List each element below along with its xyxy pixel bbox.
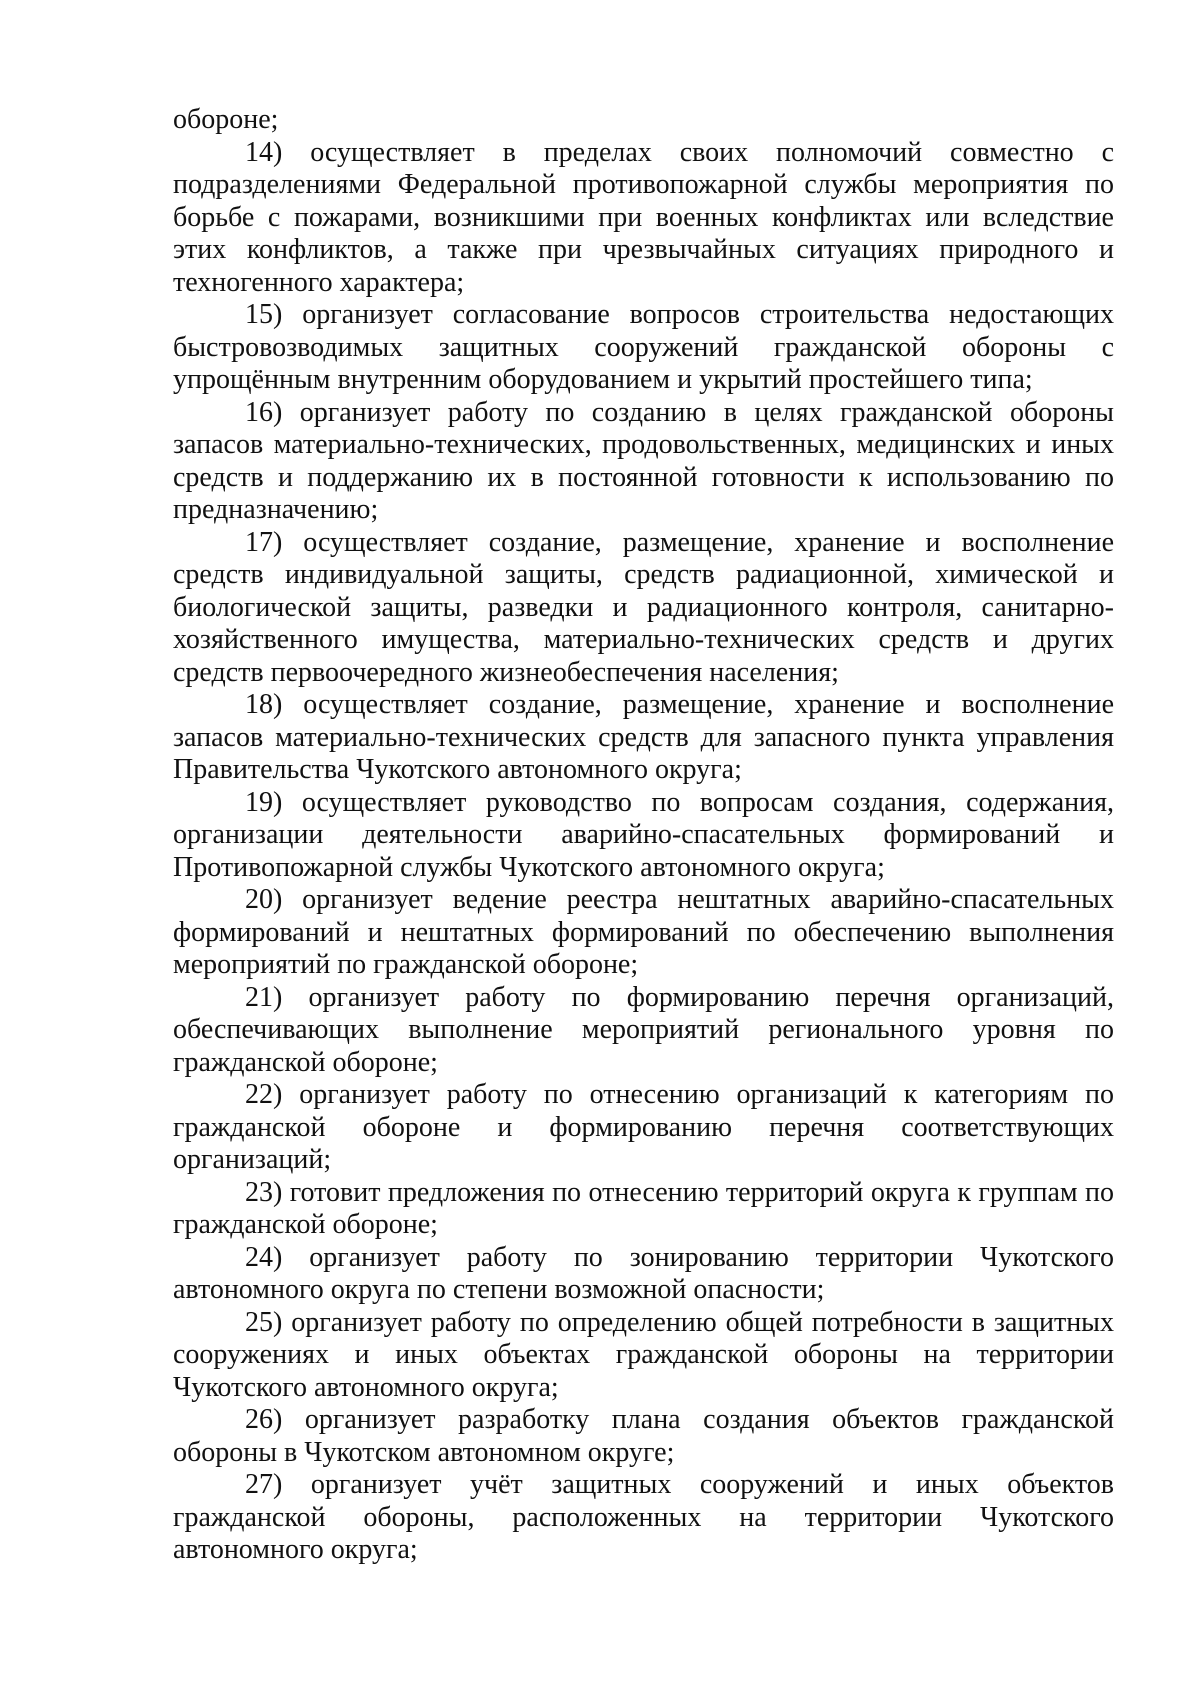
paragraph-item-22: 22) организует работу по отнесению организаций к категориям по гражданской обороне и формированию перечня соответствующих организаций; <box>173 1079 1114 1175</box>
paragraph-item-14: 14) осуществляет в пределах своих полномочий совместно с подразделениями Федеральной противопожарной службы мероприятия по борьбе с пожарами, возникшими при военных конфликтах или вследствие этих конфликтов, а также при чрезвычайных ситуациях природного и техногенного характера; <box>173 136 1114 298</box>
paragraph-item-26: 26) организует разработку плана создания объектов гражданской обороны в Чукотском автономном округе; <box>173 1404 1114 1468</box>
paragraph-item-24: 24) организует работу по зонированию территории Чукотского автономного округа по степени возможной опасности; <box>173 1241 1114 1305</box>
paragraph-item-15: 15) организует согласование вопросов строительства недостающих быстровозводимых защитных сооружений гражданской обороны с упрощённым внутренним оборудованием и укрытий простейшего типа; <box>173 299 1114 395</box>
paragraph-item-19: 19) осуществляет руководство по вопросам создания, содержания, организации деятельности аварийно-спасательных формирований и Противопожарной службы Чукотского автономного округа; <box>173 786 1114 883</box>
paragraph-item-20: 20) организует ведение реестра нештатных аварийно-спасательных формирований и нештатных формирований по обеспечению выполнения мероприятий по гражданской обороне; <box>173 884 1114 980</box>
paragraph-item-17: 17) осуществляет создание, размещение, хранение и восполнение средств индивидуальной защиты, средств радиационной, химической и биологической защиты, разведки и радиационного контроля, санитарно-хозяйственного имущества, материально-технических средств и других средств первоочередного жизнеобеспечения населения; <box>173 526 1114 688</box>
paragraph-item-16: 16) организует работу по созданию в целях гражданской обороны запасов материально-технических, продовольственных, медицинских и иных средств и поддержанию их в постоянной готовности к использованию по предназначению; <box>173 396 1114 525</box>
paragraph-continuation: обороне; <box>173 104 279 135</box>
paragraph-item-27: 27) организует учёт защитных сооружений и иных объектов гражданской обороны, расположенных на территории Чукотского автономного округа; <box>173 1469 1114 1565</box>
paragraph-item-21: 21) организует работу по формированию перечня организаций, обеспечивающих выполнение мероприятий регионального уровня по гражданской обороне; <box>173 981 1114 1078</box>
paragraph-item-23: 23) готовит предложения по отнесению территорий округа к группам по гражданской обороне; <box>173 1176 1114 1240</box>
paragraph-item-18: 18) осуществляет создание, размещение, хранение и восполнение запасов материально-технических средств для запасного пункта управления Правительства Чукотского автономного округа; <box>173 689 1114 785</box>
paragraph-item-25: 25) организует работу по определению общей потребности в защитных сооружениях и иных объектах гражданской обороны на территории Чукотского автономного округа; <box>173 1306 1114 1403</box>
document-page <box>173 104 1114 1567</box>
